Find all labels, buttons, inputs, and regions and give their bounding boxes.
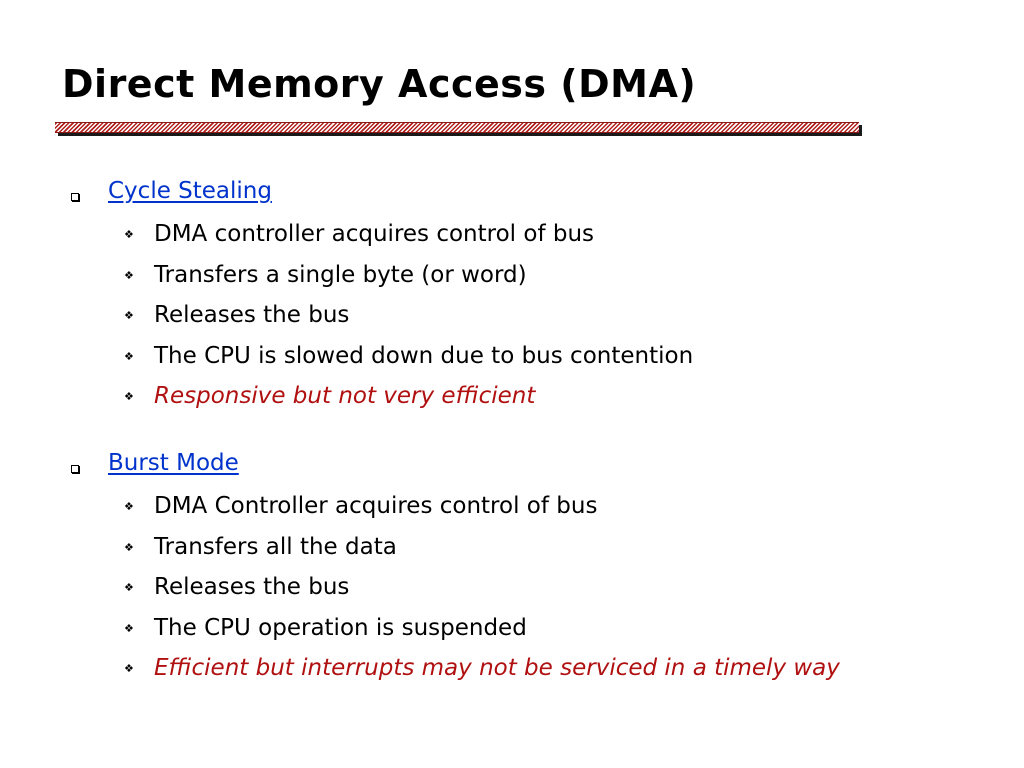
diamond-bullet-icon: ❖ bbox=[124, 228, 134, 241]
section-heading-row bbox=[0, 448, 1024, 488]
title-underline-rule bbox=[55, 122, 859, 133]
diamond-bullet-icon: ❖ bbox=[124, 540, 134, 554]
list-item-text: Transfers a single byte (or word) bbox=[154, 261, 527, 288]
list-item bbox=[0, 297, 1024, 338]
list-item-text: The CPU operation is suspended bbox=[154, 614, 527, 641]
diamond-bullet-icon: ❖ bbox=[124, 621, 134, 635]
list-item-text: Releases the bus bbox=[154, 302, 350, 328]
list-item-text-emphasis: Efficient but interrupts may not be serviced in a timely way bbox=[154, 655, 840, 681]
diamond-bullet-icon: ❖ bbox=[124, 349, 134, 363]
square-bullet-icon bbox=[71, 193, 79, 201]
burst-mode-list bbox=[0, 488, 1024, 691]
diamond-bullet-icon: ❖ bbox=[124, 390, 134, 403]
list-item-text: Releases the bus bbox=[154, 574, 350, 600]
square-bullet-icon bbox=[71, 465, 79, 473]
list-item bbox=[0, 529, 1024, 570]
cycle-stealing-list bbox=[0, 216, 1024, 419]
section-cycle-stealing bbox=[0, 176, 1024, 419]
list-item-text: Transfers all the data bbox=[154, 533, 397, 560]
diamond-bullet-icon: ❖ bbox=[124, 662, 134, 675]
list-item bbox=[0, 338, 1024, 379]
diamond-bullet-icon: ❖ bbox=[124, 309, 134, 322]
cycle-stealing-link[interactable]: Cycle Stealing bbox=[108, 178, 272, 204]
section-heading-row bbox=[0, 176, 1024, 216]
list-item bbox=[0, 610, 1024, 651]
list-item-text: DMA Controller acquires control of bus bbox=[154, 493, 598, 519]
list-item-text: DMA controller acquires control of bus bbox=[154, 221, 595, 247]
diamond-bullet-icon: ❖ bbox=[124, 581, 134, 594]
list-item-text-emphasis: Responsive but not very efficient bbox=[154, 383, 536, 409]
list-item bbox=[0, 650, 1024, 691]
diamond-bullet-icon: ❖ bbox=[124, 500, 134, 513]
diamond-bullet-icon: ❖ bbox=[124, 268, 134, 282]
list-item bbox=[0, 257, 1024, 298]
section-burst-mode bbox=[0, 448, 1024, 691]
slide-title: Direct Memory Access (DMA) bbox=[62, 62, 697, 106]
burst-mode-link[interactable]: Burst Mode bbox=[108, 450, 239, 476]
list-item-text: The CPU is slowed down due to bus contention bbox=[154, 342, 694, 369]
list-item bbox=[0, 378, 1024, 419]
list-item bbox=[0, 569, 1024, 610]
list-item bbox=[0, 216, 1024, 257]
list-item bbox=[0, 488, 1024, 529]
